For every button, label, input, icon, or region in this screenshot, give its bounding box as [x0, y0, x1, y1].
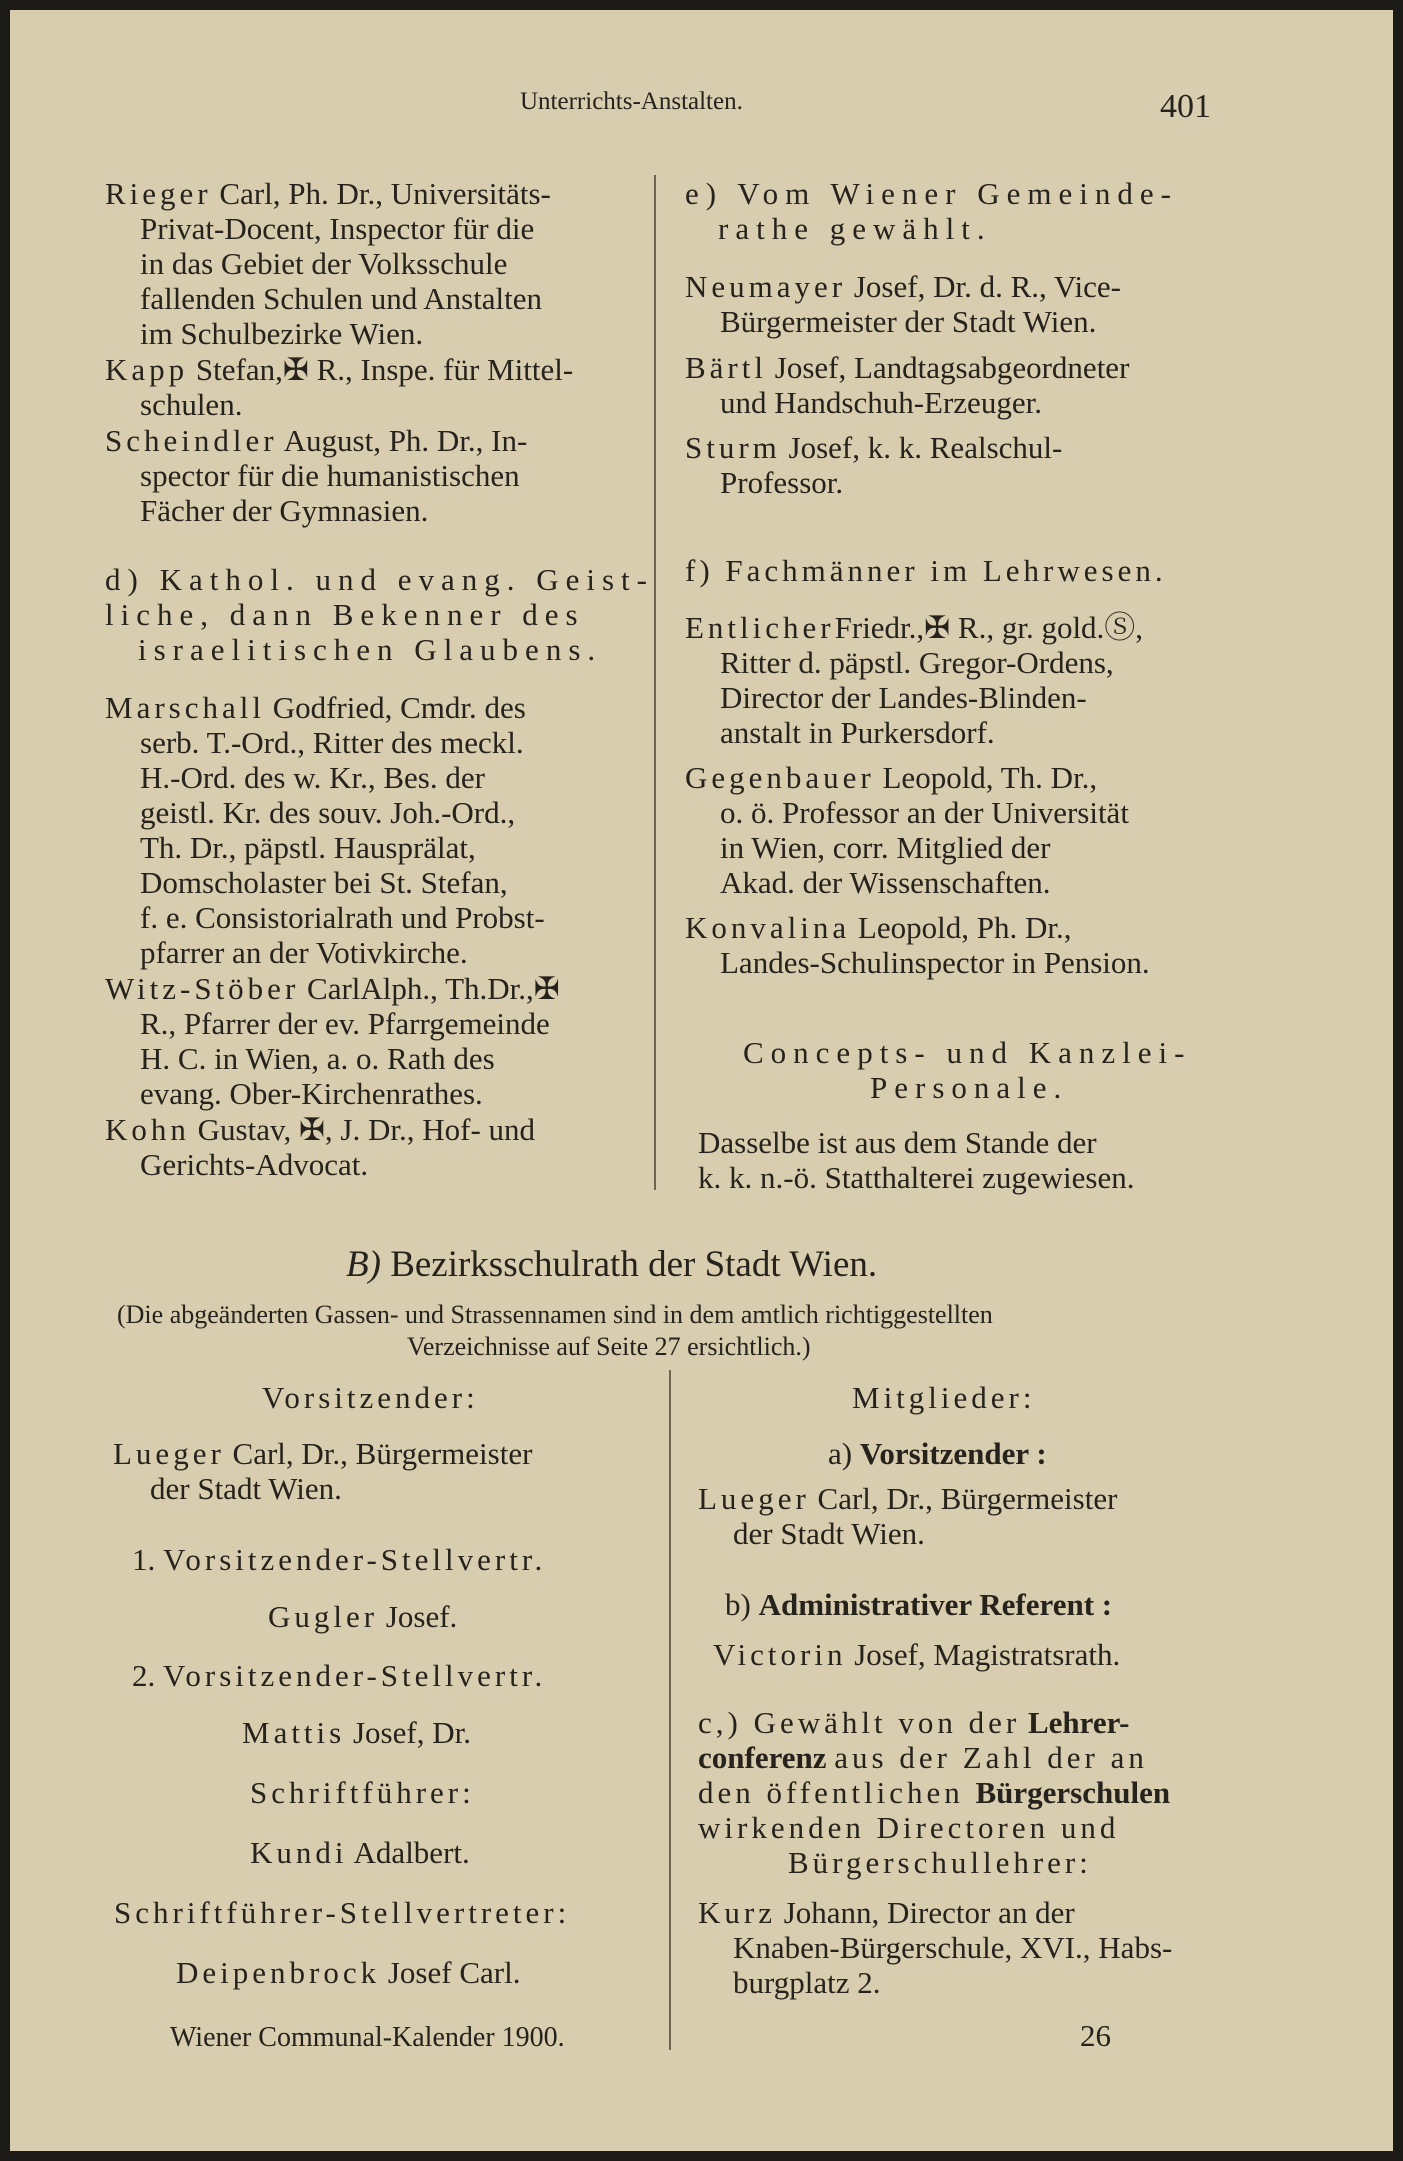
section-f-heading: f) Fachmänner im Lehrwesen. [685, 553, 1167, 588]
entry-gugler: Gugler Josef. [268, 1599, 458, 1634]
entry-sturm: Sturm Josef, k. k. Realschul- [685, 430, 1063, 465]
schriftfuehrer-stv-heading: Schriftführer-Stellvertreter: [114, 1895, 571, 1930]
stellvertreter-2: 2. Vorsitzender-Stellvertr. [132, 1658, 547, 1693]
concepts-heading: Concepts- und Kanzlei- [743, 1035, 1192, 1070]
section-b-note-1: (Die abgeänderten Gassen- und Strassennamen sind in dem amtlich richtiggestellten [117, 1300, 993, 1329]
footer-signature-number: 26 [1080, 2018, 1111, 2053]
section-b-note-2: Verzeichnisse auf Seite 27 ersichtlich.) [407, 1332, 811, 1361]
entry-baertl: Bärtl Josef, Landtagsabgeordneter [685, 350, 1130, 385]
document-page: Unterrichts-Anstalten. 401 Rieger Carl, Ph. Dr., Universitäts- Privat-Docent, Inspector für die in das Gebiet der Volksschule fallenden Schulen und Anstalten im Schulbezirke Wien. Kapp Stefan,✠ R., Inspe. für Mittel- schulen. Scheindler August, Ph. Dr., In- spector für die humanistischen Fächer der Gymnasien. d) Kathol. und evang. Geist- liche, dann Bekenner des israelitischen Glaubens. Marschall Godfried, Cmdr. des serb. T.-Ord., Ritter des meckl. H.-Ord. des w. Kr., Bes. der geistl. Kr. des souv. Joh.-Ord., Th. Dr., päpstl. Hausprälat, Domscholaster bei St. Stefan, f. e. Consistorialrath und Probst- pfarrer an der Votivkirche. Witz-Stöber CarlAlph., Th.Dr.,✠ R., Pfarrer der ev. Pfarrgemeinde H. C. in Wien, a. o. Rath des evang. Ober-Kirchenrathes. Kohn Gustav, ✠, J. Dr., Hof- und Gerichts-Advocat. e) Vom Wiener Gemeinde- rathe gewählt. Neumayer Josef, Dr. d. R., Vice- Bürgermeister der Stadt Wien. Bärtl Josef, Landtagsabgeordneter und Handschuh-Erzeuger. Sturm Josef, k. k. Realschul- Professor. f) Fachmänner im Lehrwesen. EntlicherFriedr.,✠ R., gr. gold.Ⓢ, Ritter d. päpstl. Gregor-Ordens, Director der Landes-Blinden- anstalt in Purkersdorf. Gegenbauer Leopold, Th. Dr., o. ö. Professor an der Universität in Wien, corr. Mitglied der Akad. der Wissenschaften. Konvalina Leopold, Ph. Dr., Landes-Schulinspector in Pension. Concepts- und Kanzlei- Personale. Dasselbe ist aus dem Stande der k. k. n.-ö. Statthalterei zugewiesen. B) Bezirksschulrath der Stadt Wien. (Die abgeänderten Gassen- und Strassennamen sind in dem amtlich richtiggestellten Verzeichnisse auf Seite 27 ersichtlich.) Vorsitzender: Lueger Carl, Dr., Bürgermeister der Stadt Wien. 1. Vorsitzender-Stellvertr. Gugler Josef. 2. Vorsitzender-Stellvertr. Mattis Josef, Dr. Schriftführer: Kundi Adalbert. Schriftführer-Stellvertreter: Deipenbrock Josef Carl. Mitglieder: a) Vorsitzender : Lueger Carl, Dr., Bürgermeister der Stadt Wien. b) Administrativer Referent : Victorin Josef, Magistratsrath. c,) Gewählt von der Lehrer- conferenz aus der Zahl der an den öffentlichen Bürgerschulen wirkenden Directoren und Bürgerschullehrer: Kurz Johann, Director an der Knaben-Bürgerschule, XVI., Habs- burgplatz 2. Wiener Communal-Kalender 1900. 26 [10, 10, 1393, 2151]
entry-lueger-left: Lueger Carl, Dr., Bürgermeister [113, 1436, 533, 1471]
running-header: Unterrichts-Anstalten. [520, 88, 743, 115]
entry-marschall: Marschall Godfried, Cmdr. des [105, 690, 526, 725]
entry-neumayer: Neumayer Josef, Dr. d. R., Vice- [685, 269, 1121, 304]
entry-konvalina: Konvalina Leopold, Ph. Dr., [685, 910, 1072, 945]
entry-mattis: Mattis Josef, Dr. [242, 1715, 471, 1750]
entry-lueger-right: Lueger Carl, Dr., Bürgermeister [698, 1481, 1118, 1516]
section-b-title: B) Bezirksschulrath der Stadt Wien. [346, 1244, 878, 1285]
entry-victorin: Victorin Josef, Magistratsrath. [713, 1637, 1121, 1672]
vorsitzender-heading: Vorsitzender: [262, 1380, 479, 1415]
concepts-text: Dasselbe ist aus dem Stande der [698, 1125, 1097, 1160]
entry-scheindler: Scheindler August, Ph. Dr., In- [105, 423, 528, 458]
entry-deipenbrock: Deipenbrock Josef Carl. [176, 1955, 521, 1990]
subsection-b: b) Administrativer Referent : [725, 1587, 1113, 1622]
page-number: 401 [1160, 88, 1211, 125]
entry-kundi: Kundi Adalbert. [250, 1835, 470, 1870]
footer-calendar-title: Wiener Communal-Kalender 1900. [170, 2022, 565, 2053]
entry-kohn: Kohn Gustav, ✠, J. Dr., Hof- und [105, 1112, 536, 1147]
column-divider-upper [654, 175, 656, 1190]
entry-entlicher: EntlicherFriedr.,✠ R., gr. gold.Ⓢ, [685, 610, 1144, 645]
subsection-a: a) Vorsitzender : [828, 1436, 1047, 1471]
entry-kurz: Kurz Johann, Director an der [698, 1895, 1075, 1930]
column-divider-lower [669, 1370, 671, 2050]
mitglieder-heading: Mitglieder: [852, 1380, 1036, 1415]
entry-witz-stoeber: Witz-Stöber CarlAlph., Th.Dr.,✠ [105, 971, 560, 1006]
entry-gegenbauer: Gegenbauer Leopold, Th. Dr., [685, 760, 1098, 795]
entry-kapp: Kapp Stefan,✠ R., Inspe. für Mittel- [105, 352, 574, 387]
entry-rieger: Rieger Carl, Ph. Dr., Universitäts- [105, 176, 551, 211]
schriftfuehrer-heading: Schriftführer: [250, 1775, 475, 1810]
subsection-c: c,) Gewählt von der Lehrer- [698, 1705, 1130, 1740]
section-d-heading: d) Kathol. und evang. Geist- [105, 562, 654, 597]
section-e-heading: e) Vom Wiener Gemeinde- [685, 176, 1178, 211]
stellvertreter-1: 1. Vorsitzender-Stellvertr. [132, 1542, 547, 1577]
